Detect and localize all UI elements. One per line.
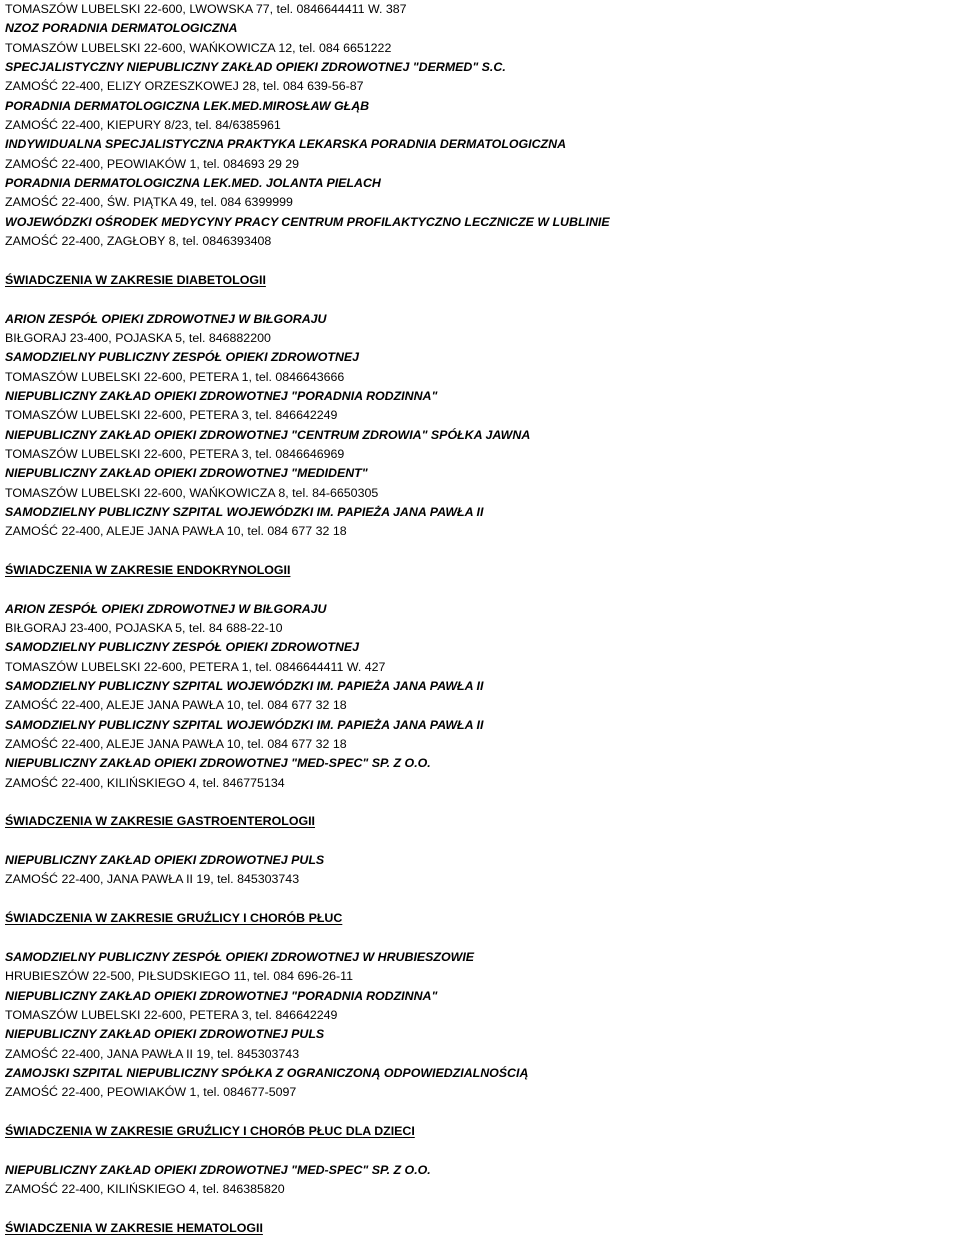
facility-name: NIEPUBLICZNY ZAKŁAD OPIEKI ZDROWOTNEJ PULS — [5, 853, 325, 868]
facility-address: TOMASZÓW LUBELSKI 22-600, PETERA 3, tel. 846642249 — [5, 1007, 338, 1022]
facility-name: PORADNIA DERMATOLOGICZNA LEK.MED. JOLANTA PIELACH — [5, 176, 381, 191]
facility-name: SAMODZIELNY PUBLICZNY SZPITAL WOJEWÓDZKI IM. PAPIEŻA JANA PAWŁA II — [5, 679, 484, 694]
section-heading: ŚWIADCZENIA W ZAKRESIE DIABETOLOGII — [5, 272, 266, 287]
facility-address: TOMASZÓW LUBELSKI 22-600, PETERA 1, tel. 0846643666 — [5, 369, 345, 384]
blank-line — [5, 290, 955, 309]
facility-address: HRUBIESZÓW 22-500, PIŁSUDSKIEGO 11, tel. 084 696-26-11 — [5, 969, 354, 984]
facility-name: PORADNIA DERMATOLOGICZNA LEK.MED.MIROSŁAW GŁĄB — [5, 98, 370, 113]
facility-address: TOMASZÓW LUBELSKI 22-600, WAŃKOWICZA 8, tel. 84-6650305 — [5, 485, 379, 500]
blank-line — [5, 929, 955, 948]
facility-name: INDYWIDUALNA SPECJALISTYCZNA PRAKTYKA LEKARSKA PORADNIA DERMATOLOGICZNA — [5, 137, 567, 152]
facility-name: ZAMOJSKI SZPITAL NIEPUBLICZNY SPÓŁKA Z OGRANICZONĄ ODPOWIEDZIALNOŚCIĄ — [5, 1065, 529, 1080]
facility-address: ZAMOŚĆ 22-400, ŚW. PIĄTKA 49, tel. 084 6399999 — [5, 195, 293, 210]
facility-name: NIEPUBLICZNY ZAKŁAD OPIEKI ZDROWOTNEJ "PORADNIA RODZINNA" — [5, 388, 438, 403]
blank-line — [5, 832, 955, 851]
facility-name: NZOZ PORADNIA DERMATOLOGICZNA — [5, 21, 238, 36]
facility-address: ZAMOŚĆ 22-400, KILIŃSKIEGO 4, tel. 846385820 — [5, 1181, 285, 1196]
section-heading: ŚWIADCZENIA W ZAKRESIE HEMATOLOGII — [5, 1220, 263, 1235]
facility-address: TOMASZÓW LUBELSKI 22-600, PETERA 1, tel. 0846644411 W. 427 — [5, 659, 386, 674]
blank-line — [5, 1199, 955, 1218]
facility-name: ARION ZESPÓŁ OPIEKI ZDROWOTNEJ W BIŁGORAJU — [5, 311, 327, 326]
facility-address: TOMASZÓW LUBELSKI 22-600, LWOWSKA 77, tel. 0846644411 W. 387 — [5, 2, 407, 16]
facility-name: NIEPUBLICZNY ZAKŁAD OPIEKI ZDROWOTNEJ "CENTRUM ZDROWIA" SPÓŁKA JAWNA — [5, 427, 531, 442]
facility-address: TOMASZÓW LUBELSKI 22-600, PETERA 3, tel. 846642249 — [5, 408, 338, 423]
blank-line — [5, 890, 955, 909]
facility-address: ZAMOŚĆ 22-400, ALEJE JANA PAWŁA 10, tel. 084 677 32 18 — [5, 524, 347, 539]
blank-line — [5, 793, 955, 812]
section-heading: ŚWIADCZENIA W ZAKRESIE ENDOKRYNOLOGII — [5, 562, 291, 577]
blank-line — [5, 1141, 955, 1160]
facility-name: SAMODZIELNY PUBLICZNY ZESPÓŁ OPIEKI ZDROWOTNEJ — [5, 350, 360, 365]
facility-address: TOMASZÓW LUBELSKI 22-600, WAŃKOWICZA 12, tel. 084 6651222 — [5, 40, 392, 55]
section-heading: ŚWIADCZENIA W ZAKRESIE GRUŹLICY I CHORÓB PŁUC — [5, 911, 343, 926]
facility-address: ZAMOŚĆ 22-400, ALEJE JANA PAWŁA 10, tel. 084 677 32 18 — [5, 698, 347, 713]
facility-address: ZAMOŚĆ 22-400, KIEPURY 8/23, tel. 84/6385961 — [5, 118, 281, 133]
facility-address: ZAMOŚĆ 22-400, KILIŃSKIEGO 4, tel. 846775134 — [5, 775, 285, 790]
facility-address: ZAMOŚĆ 22-400, JANA PAWŁA II 19, tel. 845303743 — [5, 1046, 300, 1061]
facility-address: ZAMOŚĆ 22-400, ELIZY ORZESZKOWEJ 28, tel. 084 639-56-87 — [5, 79, 364, 94]
facility-address: ZAMOŚĆ 22-400, PEOWIAKÓW 1, tel. 084693 29 29 — [5, 156, 300, 171]
facility-name: SAMODZIELNY PUBLICZNY SZPITAL WOJEWÓDZKI IM. PAPIEŻA JANA PAWŁA II — [5, 717, 484, 732]
section-heading: ŚWIADCZENIA W ZAKRESIE GASTROENTEROLOGII — [5, 814, 315, 829]
facility-address: TOMASZÓW LUBELSKI 22-600, PETERA 3, tel. 0846646969 — [5, 446, 345, 461]
blank-line — [5, 1103, 955, 1122]
facility-name: NIEPUBLICZNY ZAKŁAD OPIEKI ZDROWOTNEJ "MEDIDENT" — [5, 466, 368, 481]
blank-line — [5, 580, 955, 599]
blank-line — [5, 251, 955, 270]
facility-address: ZAMOŚĆ 22-400, PEOWIAKÓW 1, tel. 084677-5097 — [5, 1085, 297, 1100]
facility-name: NIEPUBLICZNY ZAKŁAD OPIEKI ZDROWOTNEJ "PORADNIA RODZINNA" — [5, 988, 438, 1003]
facility-name: NIEPUBLICZNY ZAKŁAD OPIEKI ZDROWOTNEJ "MED-SPEC" SP. Z O.O. — [5, 756, 431, 771]
facility-address: BIŁGORAJ 23-400, POJASKA 5, tel. 846882200 — [5, 330, 271, 345]
facility-name: SAMODZIELNY PUBLICZNY ZESPÓŁ OPIEKI ZDROWOTNEJ — [5, 640, 360, 655]
document-page — [5, 0, 955, 1238]
facility-name: SAMODZIELNY PUBLICZNY ZESPÓŁ OPIEKI ZDROWOTNEJ W HRUBIESZOWIE — [5, 949, 475, 964]
facility-address: ZAMOŚĆ 22-400, ALEJE JANA PAWŁA 10, tel. 084 677 32 18 — [5, 737, 347, 752]
facility-name: NIEPUBLICZNY ZAKŁAD OPIEKI ZDROWOTNEJ "MED-SPEC" SP. Z O.O. — [5, 1162, 431, 1177]
facility-address: BIŁGORAJ 23-400, POJASKA 5, tel. 84 688-22-10 — [5, 621, 283, 635]
facility-address: ZAMOŚĆ 22-400, ZAGŁOBY 8, tel. 0846393408 — [5, 234, 272, 249]
facility-name: NIEPUBLICZNY ZAKŁAD OPIEKI ZDROWOTNEJ PULS — [5, 1027, 325, 1042]
facility-address: ZAMOŚĆ 22-400, JANA PAWŁA II 19, tel. 845303743 — [5, 872, 300, 887]
facility-name: SPECJALISTYCZNY NIEPUBLICZNY ZAKŁAD OPIEKI ZDROWOTNEJ "DERMED" S.C. — [5, 60, 506, 75]
facility-name: ARION ZESPÓŁ OPIEKI ZDROWOTNEJ W BIŁGORAJU — [5, 601, 327, 616]
section-heading: ŚWIADCZENIA W ZAKRESIE GRUŹLICY I CHORÓB PŁUC DLA DZIECI — [5, 1123, 415, 1138]
facility-name: SAMODZIELNY PUBLICZNY SZPITAL WOJEWÓDZKI IM. PAPIEŻA JANA PAWŁA II — [5, 504, 484, 519]
facility-name: WOJEWÓDZKI OŚRODEK MEDYCYNY PRACY CENTRUM PROFILAKTYCZNO LECZNICZE W LUBLINIE — [5, 214, 610, 229]
blank-line — [5, 542, 955, 561]
